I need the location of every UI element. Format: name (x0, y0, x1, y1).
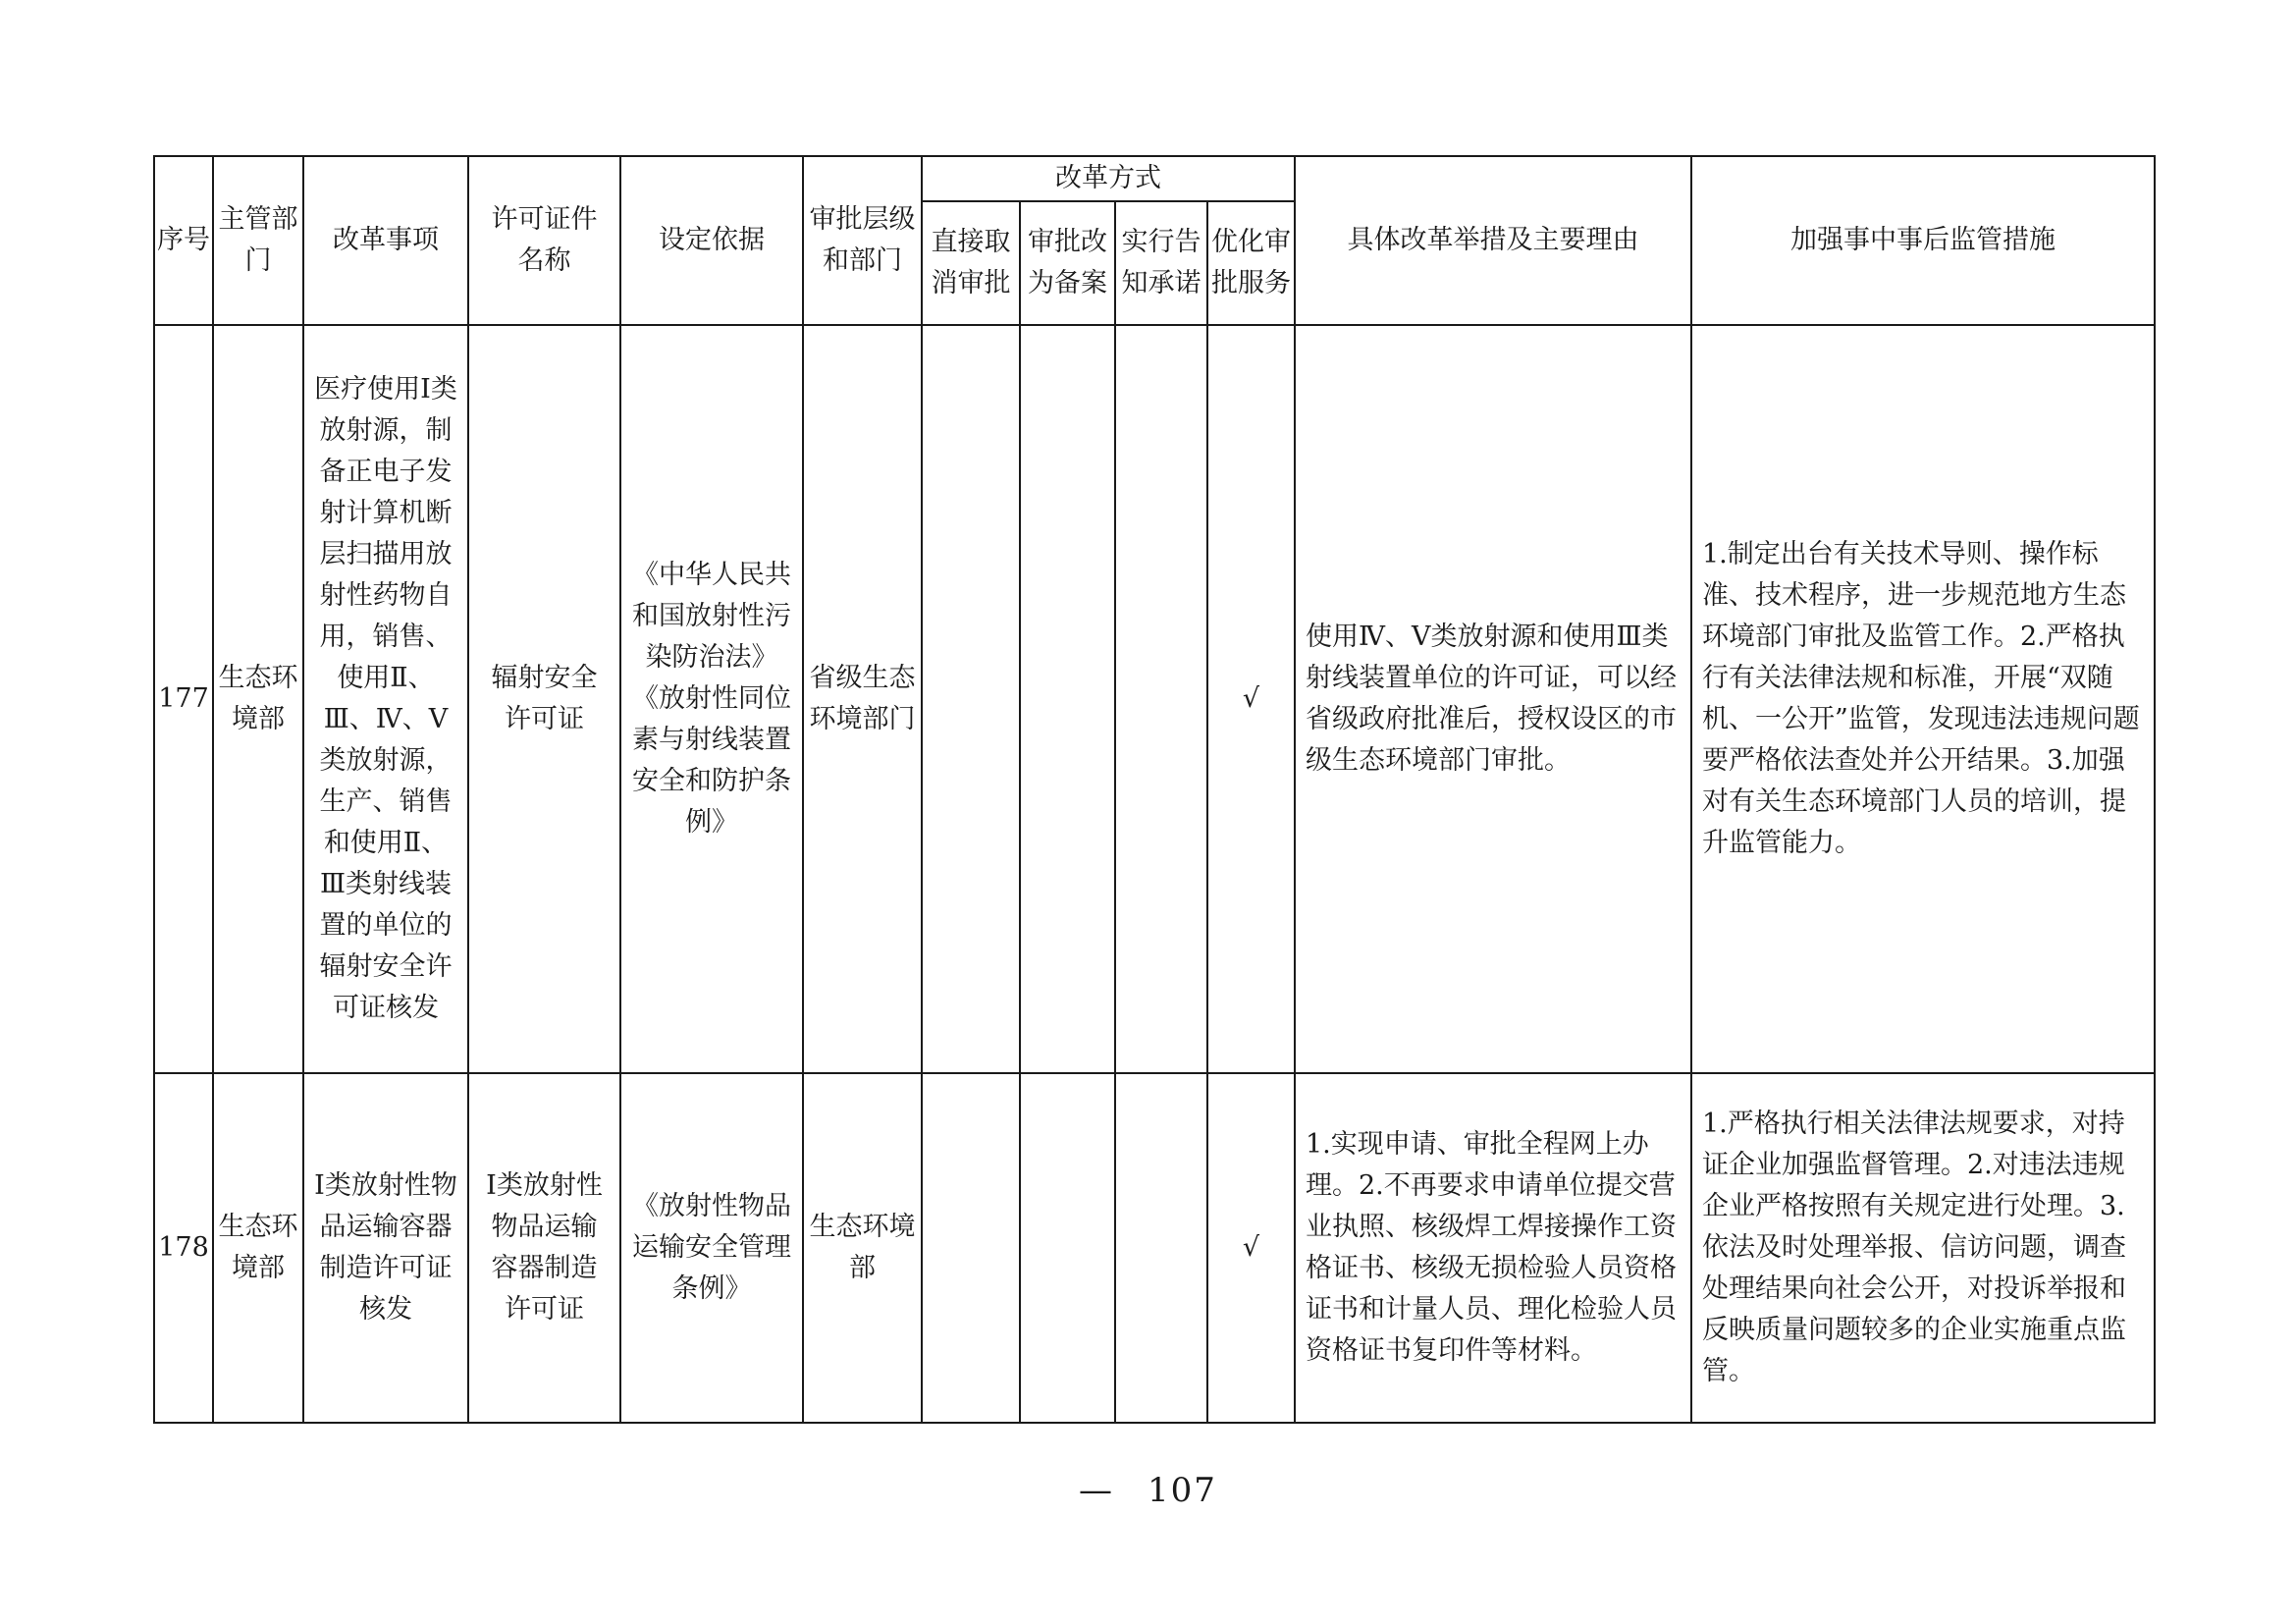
cell-level: 省级生态环境部门 (803, 325, 922, 1073)
cell-basis: 《放射性物品运输安全管理条例》 (620, 1073, 803, 1423)
check-mark: √ (1207, 325, 1295, 1073)
cell-supervision: 1.制定出台有关技术导则、操作标准、技术程序，进一步规范地方生态环境部门审批及监管工作。2.严格执行有关法律法规和标准，开展“双随机、一公开”监管，发现违法违规问题要严格依法查处并公开结果。3.加强对有关生态环境部门人员的培训，提升监管能力。 (1691, 325, 2155, 1073)
cell-level: 生态环境部 (803, 1073, 922, 1423)
cell-mode-filing (1020, 325, 1115, 1073)
header-mode-optimize: 优化审批服务 (1207, 201, 1295, 325)
table-row (154, 325, 2155, 1073)
header-basis: 设定依据 (620, 156, 803, 325)
cell-item: 医疗使用Ⅰ类放射源，制备正电子发射计算机断层扫描用放射性药物自用，销售、使用Ⅱ、Ⅲ、Ⅳ、Ⅴ类放射源，生产、销售和使用Ⅱ、Ⅲ类射线装置的单位的辐射安全许可证核发 (303, 325, 468, 1073)
check-mark: √ (1207, 1073, 1295, 1423)
cell-mode-cancel (922, 325, 1020, 1073)
header-mode-notify: 实行告知承诺 (1115, 201, 1207, 325)
cell-supervision: 1.严格执行相关法律法规要求，对持证企业加强监督管理。2.对违法违规企业严格按照有关规定进行处理。3.依法及时处理举报、信访问题，调查处理结果向社会公开，对投诉举报和反映质量问题较多的企业实施重点监管。 (1691, 1073, 2155, 1423)
cell-measures: 使用Ⅳ、Ⅴ类放射源和使用Ⅲ类射线装置单位的许可证，可以经省级政府批准后，授权设区的市级生态环境部门审批。 (1295, 325, 1691, 1073)
header-license: 许可证件名称 (468, 156, 620, 325)
header-seq: 序号 (154, 156, 213, 325)
cell-mode-filing (1020, 1073, 1115, 1423)
cell-mode-notify (1115, 1073, 1207, 1423)
header-mode-filing: 审批改为备案 (1020, 201, 1115, 325)
cell-item: Ⅰ类放射性物品运输容器制造许可证核发 (303, 1073, 468, 1423)
cell-department: 生态环境部 (213, 325, 303, 1073)
cell-license: Ⅰ类放射性物品运输容器制造许可证 (468, 1073, 620, 1423)
page-dash: — (1079, 1471, 1115, 1510)
header-row (154, 156, 2155, 201)
header-mode-cancel: 直接取消审批 (922, 201, 1020, 325)
header-department: 主管部门 (213, 156, 303, 325)
cell-mode-notify (1115, 325, 1207, 1073)
cell-license: 辐射安全许可证 (468, 325, 620, 1073)
reform-table (153, 155, 2156, 1424)
header-supervision: 加强事中事后监管措施 (1691, 156, 2155, 325)
cell-mode-cancel (922, 1073, 1020, 1423)
page-number: 107 (1148, 1471, 1217, 1510)
cell-seq: 177 (154, 325, 213, 1073)
page-footer (0, 1471, 2296, 1510)
cell-seq: 178 (154, 1073, 213, 1423)
header-measures: 具体改革举措及主要理由 (1295, 156, 1691, 325)
cell-measures: 1.实现申请、审批全程网上办理。2.不再要求申请单位提交营业执照、核级焊工焊接操作工资格证书、核级无损检验人员资格证书和计量人员、理化检验人员资格证书复印件等材料。 (1295, 1073, 1691, 1423)
header-reform-mode: 改革方式 (922, 156, 1295, 201)
table-row (154, 1073, 2155, 1423)
header-level: 审批层级和部门 (803, 156, 922, 325)
cell-basis: 《中华人民共和国放射性污染防治法》《放射性同位素与射线装置安全和防护条例》 (620, 325, 803, 1073)
cell-department: 生态环境部 (213, 1073, 303, 1423)
header-item: 改革事项 (303, 156, 468, 325)
